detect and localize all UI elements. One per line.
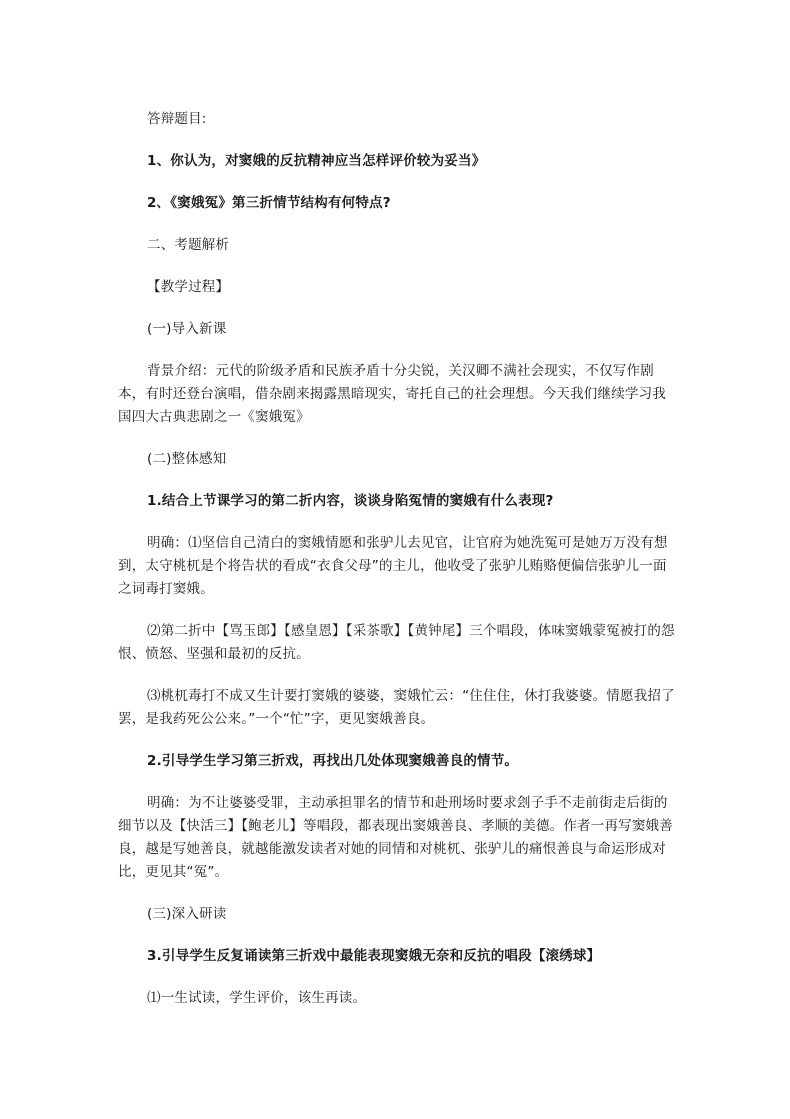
part-2-heading: (二)整体感知: [147, 451, 227, 467]
answer-2-paragraph: 明确：为不让婆婆受罪，主动承担罪名的情节和赴刑场时要求刽子手不走前街走后街的细节以及【快活三】【鲍老儿】等唱段，都表现出窦娥善良、孝顺的美德。作者一再写窦娥善良，越是写她善良，就越能激发读者对她的同情和对桃杌、张驴儿的痛恨善良与命运形成对比，更见其“冤”。: [118, 795, 673, 880]
background-intro-paragraph: 背景介绍：元代的阶级矛盾和民族矛盾十分尖锐，关汉卿不满社会现实，不仅写作剧本，有时还登台演唱，借杂剧来揭露黑暗现实，寄托自己的社会理想。今天我们继续学习我国四大古典悲剧之一《窦娥冤》: [118, 363, 666, 425]
question-1: 1.结合上节课学习的第二折内容，谈谈身陷冤情的窦娥有什么表现?: [147, 493, 554, 509]
section-two-heading: 二、考题解析: [147, 237, 230, 253]
defense-heading: 答辩题目:: [147, 111, 207, 127]
part-1-heading: (一)导入新课: [147, 321, 227, 337]
answer-1-2-paragraph: ⑵第二折中【骂玉郎】【感皇恩】【采茶歌】【黄钟尾】三个唱段，体味窦娥蒙冤被打的怨恨、愤怒、坚强和最初的反抗。: [118, 623, 675, 662]
part-3-heading: (三)深入研读: [147, 906, 227, 922]
question-2: 2.引导学生学习第三折戏，再找出几处体现窦娥善良的情节。: [147, 753, 519, 769]
question-3: 3.引导学生反复诵读第三折戏中最能表现窦娥无奈和反抗的唱段【滚绣球】: [147, 948, 601, 964]
answer-1-3-paragraph: ⑶桃杌毒打不成又生计要打窦娥的婆婆，窦娥忙云：“住住住，休打我婆婆。情愿我招了罢，是我药死公公来。”一个“忙”字，更见窦娥善良。: [118, 688, 675, 727]
defense-question-1: 1、你认为，对窦娥的反抗精神应当怎样评价较为妥当》: [147, 153, 486, 169]
answer-1-1-paragraph: 明确：⑴坚信自己清白的窦娥情愿和张驴儿去见官，让官府为她洗冤可是她万万没有想到，太守桃杌是个将告状的看成“衣食父母”的主儿，他收受了张驴儿贿赂便偏信张驴儿一面之词毒打窦娥。: [118, 535, 668, 597]
teaching-process-heading: 【教学过程】: [147, 279, 230, 295]
document-page: [118, 108, 678, 1029]
step-1-paragraph: ⑴一生试读，学生评价，该生再读。: [147, 990, 367, 1006]
defense-question-2: 2､《窦娥冤》第三折情节结构有何特点?: [147, 195, 391, 211]
